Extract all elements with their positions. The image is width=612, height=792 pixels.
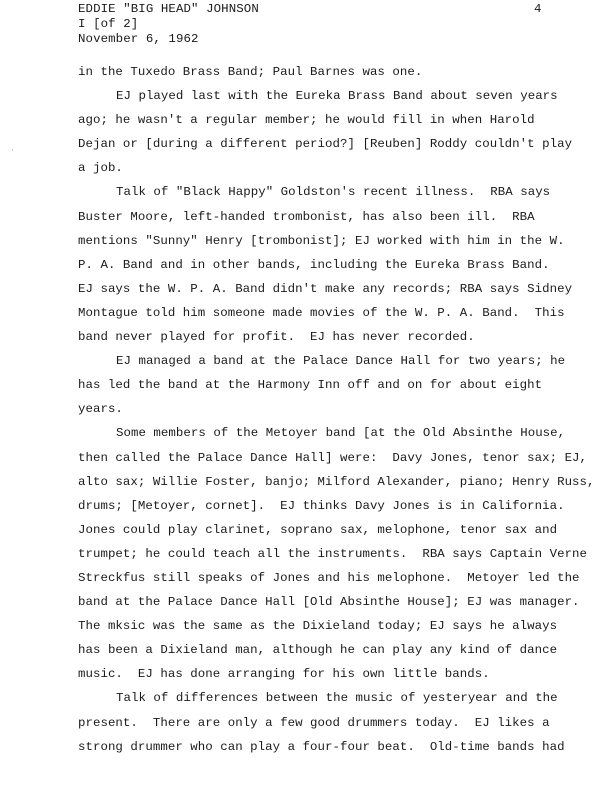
- transcript-line: trumpet; he could teach all the instruments. RBA says Captain Verne: [78, 546, 588, 561]
- transcript-line: The mksic was the same as the Dixieland today; EJ says he always: [78, 619, 558, 634]
- transcript-line: mentions "Sunny" Henry [trombonist]; EJ worked with him in the W.: [78, 233, 565, 248]
- transcript-line: EJ managed a band at the Palace Dance Hall for two years; he: [116, 354, 566, 369]
- transcript-line: Talk of "Black Happy" Goldston's recent illness. RBA says: [116, 185, 551, 200]
- transcript-line: a job.: [78, 161, 123, 176]
- transcript-line: Jones could play clarinet, soprano sax, melophone, tenor sax and: [78, 522, 558, 537]
- transcript-body: [78, 60, 595, 759]
- transcript-line: EJ played last with the Eureka Brass Band about seven years: [116, 89, 558, 104]
- transcript-line: then called the Palace Dance Hall] were: Davy Jones, tenor sax; EJ,: [78, 450, 588, 465]
- transcript-line: in the Tuxedo Brass Band; Paul Barnes was one.: [78, 65, 423, 79]
- transcript-line: band at the Palace Dance Hall [Old Absinthe House]; EJ was manager.: [78, 595, 580, 610]
- transcript-line: drums; [Metoyer, cornet]. EJ thinks Davy Jones is in California.: [78, 498, 565, 513]
- page-number: 4: [534, 2, 542, 16]
- transcript-line: Dejan or [during a different period?] [Reuben] Roddy couldn't play: [78, 137, 573, 152]
- transcript-line: band never played for profit. EJ has never recorded.: [78, 330, 475, 345]
- transcript-line: EJ says the W. P. A. Band didn't make any records; RBA says Sidney: [78, 281, 573, 296]
- interviewee-name: EDDIE "BIG HEAD" JOHNSON: [78, 2, 259, 16]
- transcript-line: ago; he wasn't a regular member; he would fill in when Harold: [78, 113, 535, 128]
- scan-speck: ·: [10, 146, 15, 155]
- transcript-line: present. There are only a few good drummers today. EJ likes a: [78, 715, 550, 730]
- transcript-line: Streckfus still speaks of Jones and his melophone. Metoyer led the: [78, 570, 580, 585]
- transcript-line: music. EJ has done arranging for his own little bands.: [78, 667, 490, 682]
- transcript-line: Montague told him someone made movies of the W. P. A. Band. This: [78, 305, 565, 320]
- reel-indicator: I [of 2]: [78, 17, 139, 31]
- transcript-line: P. A. Band and in other bands, including the Eureka Brass Band.: [78, 257, 550, 272]
- transcript-line: strong drummer who can play a four-four beat. Old-time bands had: [78, 739, 565, 754]
- interview-date: November 6, 1962: [78, 32, 199, 46]
- page-header: [78, 2, 259, 47]
- transcript-line: has led the band at the Harmony Inn off and on for about eight: [78, 378, 543, 393]
- transcript-line: years.: [78, 402, 123, 417]
- transcript-line: has been a Dixieland man, although he can play any kind of dance: [78, 643, 558, 658]
- transcript-line: alto sax; Willie Foster, banjo; Milford Alexander, piano; Henry Russ,: [78, 474, 595, 489]
- transcript-line: Some members of the Metoyer band [at the Old Absinthe House,: [116, 426, 566, 441]
- transcript-line: Buster Moore, left-handed trombonist, has also been ill. RBA: [78, 209, 535, 224]
- transcript-line: Talk of differences between the music of yesteryear and the: [116, 691, 558, 706]
